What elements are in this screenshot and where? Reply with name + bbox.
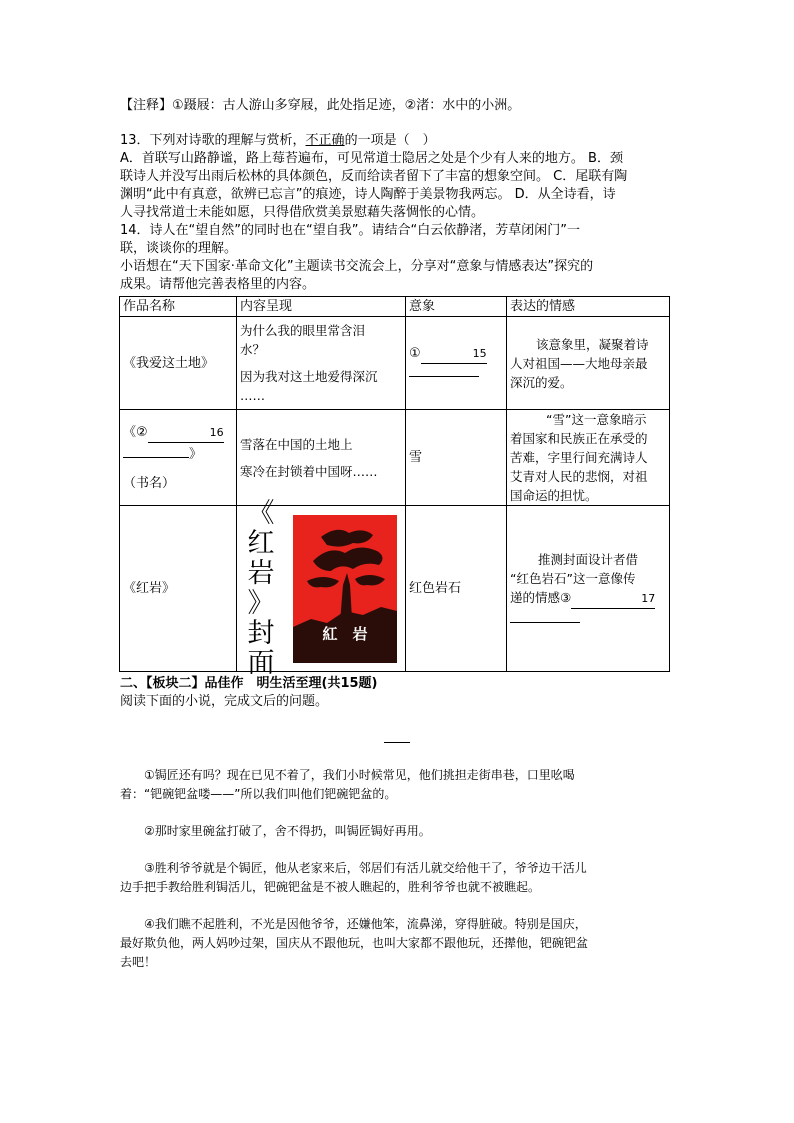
story-paragraph: ①锔匠还有吗？现在已见不着了，我们小时候常见，他们挑担走街串巷，口里吆喝 [144,768,575,782]
story-paragraph: 边手把手教给胜利锔活儿，钯碗钯盆是不被人瞧起的，胜利爷爷也就不被瞧起。 [120,880,541,894]
header-work: 作品名称 [120,297,237,317]
row3-emotion-blank[interactable]: 推测封面设计者借 “红色岩石”这一意像传 递的情感③ 17 [507,506,670,672]
q13-line: 联诗人并没写出雨后松林的具体颜色，反而给读者留下了丰富的想象空间。 C．尾联有陶 [120,169,628,184]
story-paragraph: 最好欺负他，两人妈吵过架，国庆从不跟他玩，也叫大家都不跟他玩，还撵他，钯碗钯盆 [120,936,589,950]
intro-line: 小语想在“天下国家·革命文化”主题读书交流会上，分享对“意象与情感表达”探究的 [120,259,594,274]
header-image: 意象 [406,297,507,317]
row1-work: 《我爱这土地》 [120,317,237,410]
story-body [120,766,680,972]
story-paragraph: ③胜利爷爷就是个锔匠，他从老家来后，邻居们有活儿就交给他干了，爷爷边干活儿 [144,861,587,875]
row3-work: 《红岩》 [120,506,237,672]
table-header-row [120,297,670,317]
row1-image-blank[interactable]: ① 15 [406,317,507,410]
row2-work-blank[interactable]: 《② 16 》 （书名） [120,410,237,506]
cover-vertical-label: 《 红 岩 》 封 面 [247,497,275,679]
q13-line: 人寻找常道士未能如愿，只得借欣赏美景慰藉失落惆怅的心情。 [120,205,485,220]
story-paragraph: 着：“钯碗钯盆喽——”所以我们叫他们钯碗钯盆的。 [120,787,397,801]
row3-image: 红色岩石 [406,506,507,672]
story-paragraph: 去吧！ [120,955,157,969]
q13-line: A．首联写山路静谧，路上莓苔遍布，可见常道士隐居之处是个少有人来的地方。 B．颈 [120,151,623,166]
header-emotion: 表达的情感 [507,297,670,317]
q13-line: 渊明“此中有真意，欲辨已忘言”的痕迹，诗人陶醉于美景物我两忘。 D．从全诗看，诗 [120,187,616,202]
row3-content [237,497,406,679]
hongyan-cover-image [293,515,397,663]
question-block [120,132,676,294]
row2-image: 雪 [406,410,507,506]
annotation: 【注释】①蹑屐：古人游山多穿屐，此处指足迹，②渚：水中的小洲。 [120,98,521,113]
section2-title: 二、【板块二】品佳作 明生活至理(共15题) [120,676,378,691]
row2-emotion: “雪”这一意象暗示 着国家和民族正在承受的 苦难，字里行间充满诗人 艾青对人民的悲悯，对祖 国命运的担忧。 [507,410,670,506]
q14-line: 14．诗人在“望自然”的同时也在“望自我”。请结合“白云依静渚，芳草闭闲门”一 [120,223,580,238]
q14-line: 联，谈谈你的理解。 [120,241,238,256]
cover-tree-illustration [293,515,397,663]
table-row [120,506,670,672]
row1-emotion: 该意象里，凝聚着诗 人对祖国——大地母亲最 深沉的爱。 [507,317,670,410]
row2-content: 雪落在中国的土地上 寒冷在封锁着中国呀…… [237,410,406,506]
story-paragraph: ②那时家里碗盆打破了，舍不得扔，叫锔匠锔好再用。 [144,824,431,838]
row1-content: 为什么我的眼里常含泪 水？ 因为我对这土地爱得深沉 …… [237,317,406,410]
section2-prompt: 阅读下面的小说，完成文后的问题。 [120,694,329,709]
imagery-table [119,296,670,679]
q13-stem: 13．下列对诗歌的理解与赏析，不正确的一项是（ ） [120,133,436,148]
table-row [120,317,670,410]
story-paragraph: ④我们瞧不起胜利，不光是因他爷爷，还嫌他笨，流鼻涕，穿得脏破。特别是国庆， [144,917,587,931]
svg-text:紅 岩: 紅 岩 [322,624,368,643]
header-content: 内容呈现 [237,297,406,317]
intro-line: 成果。请帮他完善表格里的内容。 [120,277,316,292]
table-row [120,410,670,506]
story-title-line [384,742,410,743]
